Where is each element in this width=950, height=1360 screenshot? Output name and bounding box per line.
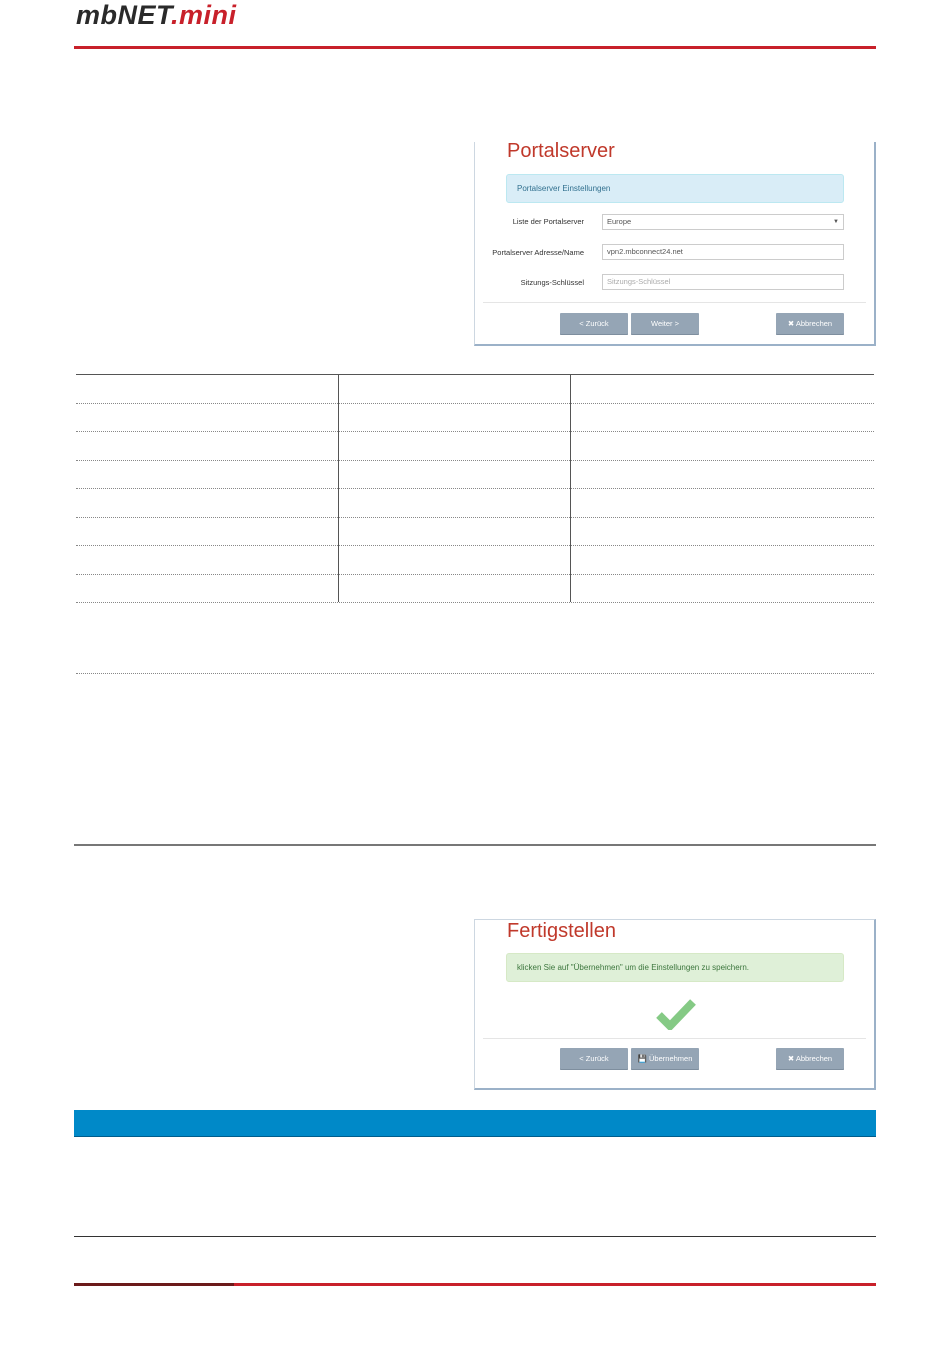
back-button[interactable]: < Zurück — [560, 1048, 628, 1070]
portalserver-info-alert — [506, 174, 844, 203]
table-row-line — [76, 431, 874, 432]
table-row-line — [76, 673, 874, 674]
table-row-line — [76, 403, 874, 404]
section-divider — [74, 844, 876, 846]
finish-success-alert — [506, 953, 844, 982]
table-header-top-line — [76, 374, 874, 375]
table-column-divider — [338, 374, 339, 602]
panel-separator — [483, 302, 866, 303]
next-button[interactable]: Weiter > — [631, 313, 699, 335]
back-button[interactable]: < Zurück — [560, 313, 628, 335]
caret-down-icon: ▼ — [833, 219, 839, 225]
finish-panel — [474, 919, 876, 1090]
panel-separator — [483, 1038, 866, 1039]
server-list-select[interactable] — [602, 214, 844, 230]
apply-button[interactable]: 💾 Übernehmen — [631, 1048, 699, 1070]
table-row-line — [76, 488, 874, 489]
section-header-bar — [74, 1110, 876, 1137]
portalserver-panel — [474, 142, 876, 346]
logo-prefix: mbNET — [76, 0, 171, 30]
finish-title: Fertigstellen — [507, 920, 616, 942]
footer-rule-accent — [74, 1283, 234, 1286]
server-address-value: vpn2.mbconnect24.net — [607, 247, 683, 256]
table-row-line — [76, 545, 874, 546]
session-key-label: Sitzungs-Schlüssel — [520, 278, 584, 287]
header-rule — [74, 46, 876, 49]
finish-success-text: klicken Sie auf "Übernehmen" um die Einstellungen zu speichern. — [517, 963, 750, 972]
table-row-line — [76, 517, 874, 518]
section-bottom-rule — [74, 1236, 876, 1237]
logo-dot: . — [171, 0, 180, 30]
brand-logo — [76, 0, 237, 31]
session-key-input[interactable] — [602, 274, 844, 290]
server-list-label: Liste der Portalserver — [512, 217, 584, 226]
cancel-button[interactable]: ✖ Abbrechen — [776, 1048, 844, 1070]
table-row-line — [76, 460, 874, 461]
table-column-divider — [570, 374, 571, 602]
portalserver-info-text: Portalserver Einstellungen — [517, 184, 611, 193]
session-key-placeholder: Sitzungs-Schlüssel — [607, 277, 671, 286]
server-address-input[interactable] — [602, 244, 844, 260]
table-row-line — [76, 574, 874, 575]
logo-suffix: mini — [179, 0, 237, 30]
check-icon — [656, 998, 696, 1030]
cancel-button[interactable]: ✖ Abbrechen — [776, 313, 844, 335]
portalserver-title: Portalserver — [507, 140, 615, 162]
server-address-label: Portalserver Adresse/Name — [492, 248, 584, 257]
table-row-line — [76, 602, 874, 603]
server-list-value: Europe — [607, 217, 632, 226]
